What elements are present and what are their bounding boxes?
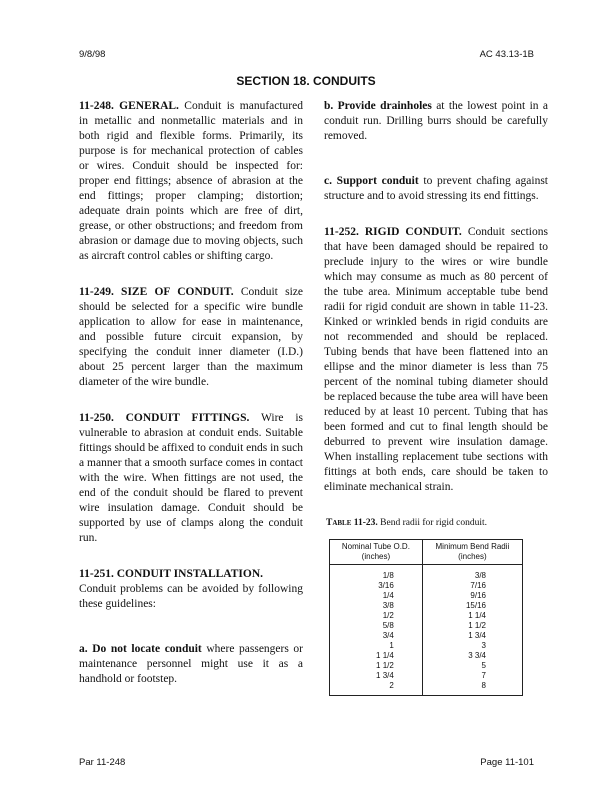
cell-nominal-tube-od: 1/4 bbox=[330, 591, 423, 601]
table-caption bbox=[326, 516, 548, 531]
cell-minimum-bend-radius: 9/16 bbox=[422, 591, 522, 601]
header-nominal-tube-od bbox=[330, 540, 423, 565]
table-body bbox=[330, 565, 523, 696]
paragraph-rigid-conduit bbox=[324, 225, 548, 495]
table-row bbox=[330, 661, 523, 671]
paragraph-text: at the lowest point in a conduit run. Drilling burrs should be carefully removed. bbox=[324, 100, 548, 142]
table-caption-text: Bend radii for rigid conduit. bbox=[377, 518, 488, 528]
paragraph-conduit-installation bbox=[79, 567, 303, 612]
col1-header-label: Nominal Tube O.D. bbox=[341, 542, 410, 551]
paragraph-do-not-locate bbox=[79, 642, 303, 687]
section-title: SECTION 18. CONDUITS bbox=[236, 74, 376, 88]
right-column bbox=[324, 99, 548, 696]
cell-minimum-bend-radius: 1 1/2 bbox=[422, 621, 522, 631]
col1-header-unit: (inches) bbox=[361, 552, 391, 561]
paragraph-heading: 11-251. CONDUIT INSTALLATION. bbox=[79, 568, 264, 580]
cell-nominal-tube-od: 1 1/4 bbox=[330, 651, 423, 661]
cell-minimum-bend-radius: 1 3/4 bbox=[422, 631, 522, 641]
paragraph-text: Conduit problems can be avoided by following these guidelines: bbox=[79, 583, 303, 610]
cell-nominal-tube-od: 1/8 bbox=[330, 565, 423, 582]
cell-nominal-tube-od: 3/8 bbox=[330, 601, 423, 611]
table-row bbox=[330, 631, 523, 641]
paragraph-heading: 11-249. SIZE OF CONDUIT. bbox=[79, 286, 234, 298]
paragraph-size-of-conduit bbox=[79, 285, 303, 390]
paragraph-provide-drainholes bbox=[324, 99, 548, 144]
paragraph-heading: 11-252. RIGID CONDUIT. bbox=[324, 226, 462, 238]
table-row bbox=[330, 681, 523, 696]
cell-nominal-tube-od: 2 bbox=[330, 681, 423, 696]
paragraph-text: Conduit sections that have been damaged should be repaired to preclude injury to the wires or wire bundle which may consume as much as 80 percent of the tube area. Minimum acceptable tube bend radii for rigid conduit are shown in table 11-23. Kinked or wrinkled bends in rigid conduits are not recommended and should be replaced. Tubing bends that have been flattened into an ellipse and the minor diameter is less than 75 percent of the nominal tubing diameter should be replaced because the tube area will have been reduced by at least 10 percent. Tubing that has been formed and cut to final length should be deburred to prevent wire insulation damage. When installing replacement tube sections with fittings at both ends, care should be taken to eliminate mechanical strain. bbox=[324, 226, 548, 493]
cell-minimum-bend-radius: 1 1/4 bbox=[422, 611, 522, 621]
table-row bbox=[330, 565, 523, 582]
paragraph-text: Conduit size should be selected for a specific wire bundle application to allow for ease in maintenance, and possible future circuit expansion, by specifying the conduit inner diameter (I.D.) about 25 percent larger than the maximum diameter of the wire bundle. bbox=[79, 286, 303, 388]
paragraph-heading: b. Provide drainholes bbox=[324, 100, 432, 112]
cell-minimum-bend-radius: 3 3/4 bbox=[422, 651, 522, 661]
cell-minimum-bend-radius: 7/16 bbox=[422, 581, 522, 591]
paragraph-heading: c. Support conduit bbox=[324, 175, 419, 187]
paragraph-heading: 11-250. CONDUIT FITTINGS. bbox=[79, 412, 250, 424]
table-row bbox=[330, 611, 523, 621]
table-row bbox=[330, 591, 523, 601]
paragraph-general bbox=[79, 99, 303, 264]
cell-minimum-bend-radius: 7 bbox=[422, 671, 522, 681]
cell-minimum-bend-radius: 8 bbox=[422, 681, 522, 696]
header-minimum-bend-radii bbox=[422, 540, 522, 565]
paragraph-text: Conduit is manufactured in metallic and nonmetallic materials and in both rigid and flexible forms. Primarily, its purpose is for mechanical protection of cables or wires. Conduit should be inspected for: proper end fittings; absence of abrasion at the end fittings; proper clamping; distortion; adequate drain points which are free of dirt, grease, or other obstructions; and freedom from abrasion or damage due to moving objects, such as aircraft control cables or shifting cargo. bbox=[79, 100, 303, 262]
cell-minimum-bend-radius: 3/8 bbox=[422, 565, 522, 582]
cell-minimum-bend-radius: 5 bbox=[422, 661, 522, 671]
table-header-row bbox=[330, 540, 523, 565]
cell-nominal-tube-od: 1 3/4 bbox=[330, 671, 423, 681]
left-column bbox=[79, 99, 303, 708]
paragraph-text: where passengers or maintenance personnel might use it as a handhold or footstep. bbox=[79, 643, 303, 685]
footer-paragraph-ref: Par 11-248 bbox=[79, 757, 126, 768]
paragraph-support-conduit bbox=[324, 174, 548, 204]
cell-nominal-tube-od: 3/4 bbox=[330, 631, 423, 641]
cell-nominal-tube-od: 3/16 bbox=[330, 581, 423, 591]
table-caption-label: Table 11-23. bbox=[326, 518, 378, 528]
table-row bbox=[330, 671, 523, 681]
cell-nominal-tube-od: 5/8 bbox=[330, 621, 423, 631]
col2-header-unit: (inches) bbox=[458, 552, 487, 561]
cell-nominal-tube-od: 1 1/2 bbox=[330, 661, 423, 671]
col2-header-label: Minimum Bend Radii bbox=[435, 542, 510, 551]
paragraph-text: to prevent chafing against structure and to avoid stressing its end fittings. bbox=[324, 175, 548, 202]
cell-minimum-bend-radius: 15/16 bbox=[422, 601, 522, 611]
paragraph-heading: 11-248. GENERAL. bbox=[79, 100, 179, 112]
table-row bbox=[330, 581, 523, 591]
header-doc-id: AC 43.13-1B bbox=[479, 49, 534, 60]
table-row bbox=[330, 621, 523, 631]
cell-nominal-tube-od: 1/2 bbox=[330, 611, 423, 621]
header-date: 9/8/98 bbox=[79, 49, 106, 60]
cell-minimum-bend-radius: 3 bbox=[422, 641, 522, 651]
bend-radii-table bbox=[329, 539, 523, 696]
footer-page-number: Page 11-101 bbox=[480, 757, 534, 768]
table-row bbox=[330, 601, 523, 611]
paragraph-text: Wire is vulnerable to abrasion at conduit ends. Suitable fittings should be affixed to conduit ends in such a manner that a smooth surface comes in contact with the wire. When fittings are not used, the end of the conduit should be flared to prevent wire insulation damage. Conduit should be supported by use of clamps along the conduit run. bbox=[79, 412, 304, 544]
paragraph-conduit-fittings bbox=[79, 411, 303, 546]
paragraph-heading: a. Do not locate conduit bbox=[79, 643, 202, 655]
cell-nominal-tube-od: 1 bbox=[330, 641, 423, 651]
table-row bbox=[330, 651, 523, 661]
table-row bbox=[330, 641, 523, 651]
